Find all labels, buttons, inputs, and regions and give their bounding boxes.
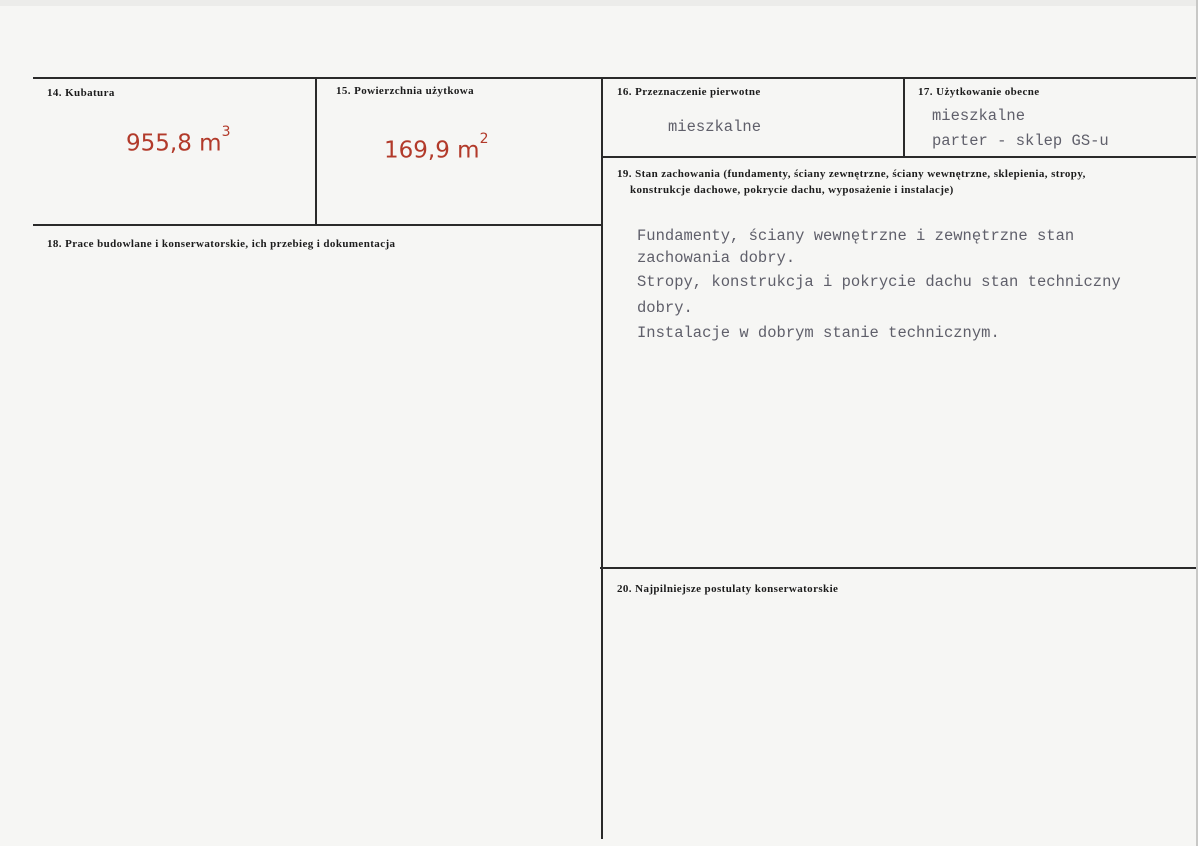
field-20-label: 20. Najpilniejsze postulaty konserwatorskie [617,583,839,595]
field-19-text-line-5: Instalacje w dobrym stanie technicznym. [637,324,1000,342]
grid-line-14-15 [315,77,317,226]
grid-line-above-20 [600,567,1196,569]
field-16-value: mieszkalne [668,118,762,136]
grid-line-below-16-17 [602,156,1196,158]
field-14-value: 955,8 $m^3$ [126,124,231,157]
field-17-line-2: parter - sklep GS-u [932,132,1109,150]
field-18-label: 18. Prace budowlane i konserwatorskie, ich przebieg i dokumentacja [47,238,396,250]
field-15-label: 15. Powierzchnia użytkowa [336,85,475,97]
field-19-label-line-2: konstrukcje dachowe, pokrycie dachu, wyposażenie i instalacje) [630,184,954,196]
field-19-text-line-3: Stropy, konstrukcja i pokrycie dachu stan techniczny [637,273,1121,291]
grid-line-center [601,77,603,839]
field-19-text-line-1: Fundamenty, ściany wewnętrzne i zewnętrzne stan [637,227,1075,245]
paper-top-edge [0,0,1198,6]
field-19-text-line-2: zachowania dobry. [637,249,796,267]
field-17-label: 17. Użytkowanie obecne [918,86,1040,98]
field-15-value: 169,9 $m^2$ [384,131,489,164]
grid-line-below-14-15 [33,224,601,226]
field-17-line-1: mieszkalne [932,107,1026,125]
field-19-text-line-4: dobry. [637,299,693,317]
grid-line-16-17 [903,77,905,157]
field-14-label: 14. Kubatura [47,87,115,99]
field-19-label-line-1: 19. Stan zachowania (fundamenty, ściany zewnętrzne, ściany wewnętrzne, sklepienia, stropy, [617,168,1086,180]
field-16-label: 16. Przeznaczenie pierwotne [617,86,761,98]
grid-line-top [33,77,1196,79]
